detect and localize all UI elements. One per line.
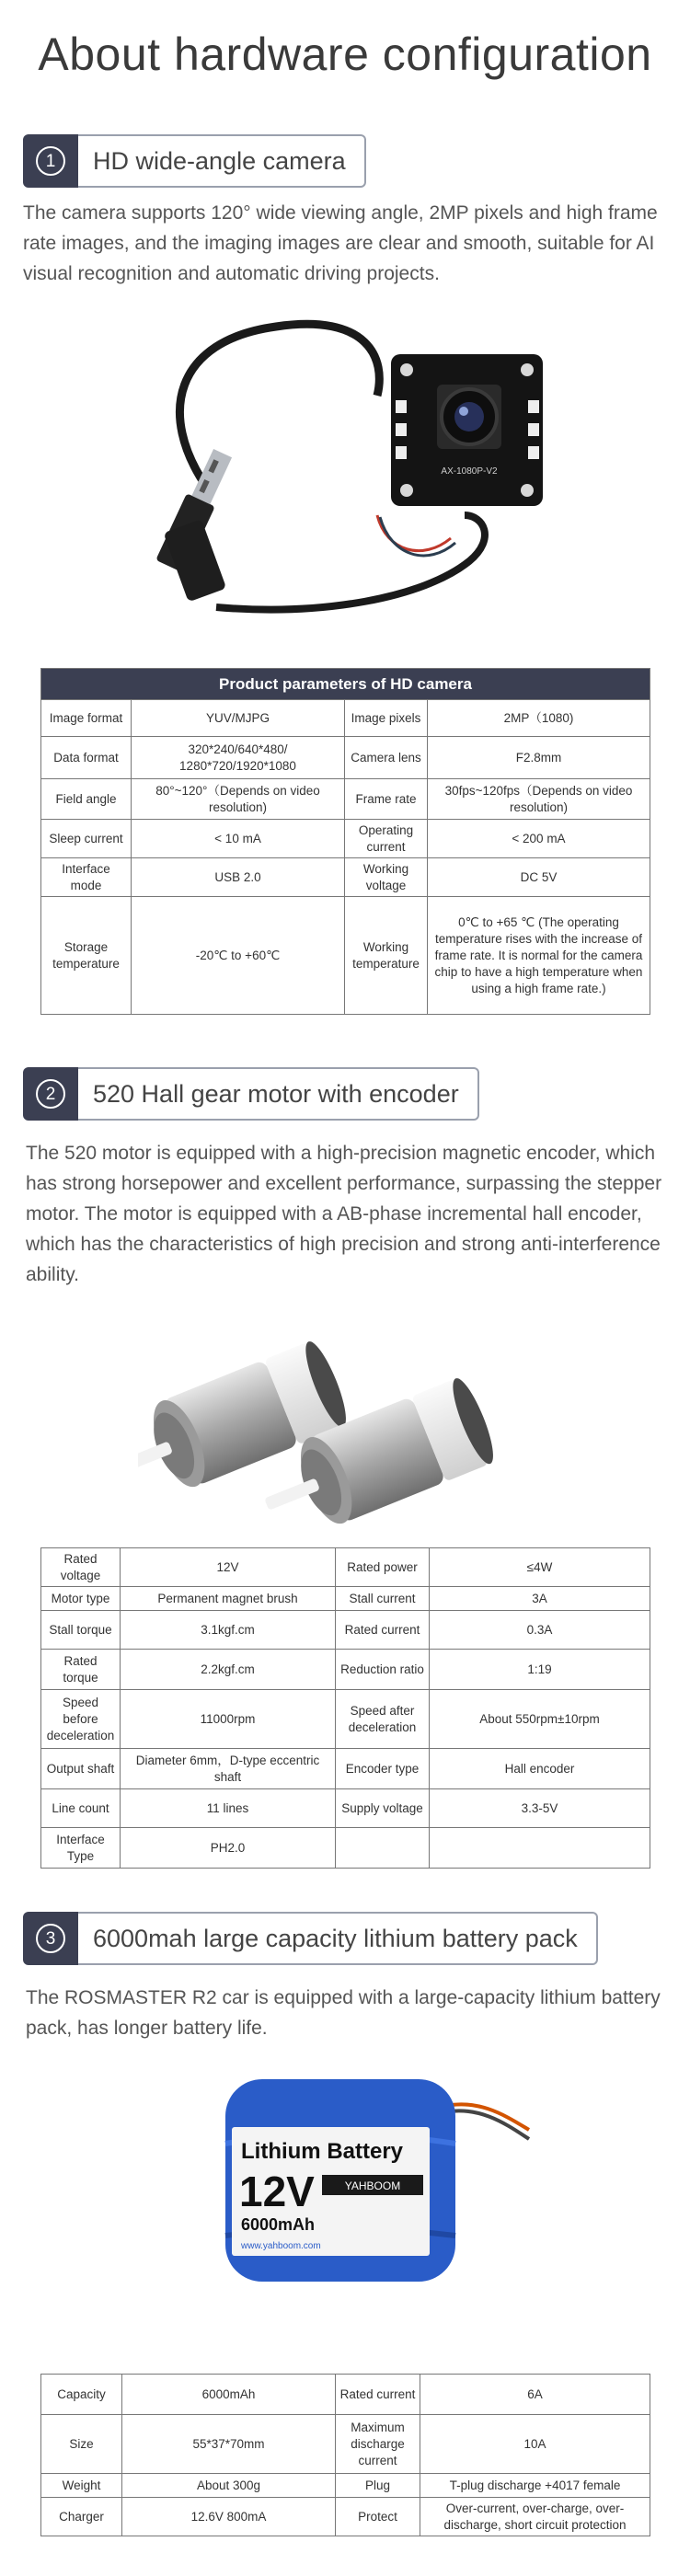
- table-caption: Product parameters of HD camera: [41, 669, 650, 700]
- motor-spec-table: [40, 1547, 650, 1869]
- table-row: Rated voltage 12V Rated power ≤4W: [41, 1548, 650, 1587]
- table-row: Interface mode USB 2.0 Working voltage DC 5V: [41, 858, 650, 897]
- table-row: Image format YUV/MJPG Image pixels 2MP（1080): [41, 700, 650, 737]
- table-row: Sleep current < 10 mA Operating current < 200 mA: [41, 820, 650, 858]
- svg-text:YAHBOOM: YAHBOOM: [344, 2179, 401, 2192]
- section-description: The 520 motor is equipped with a high-precision magnetic encoder, which has strong horsepower and excellent performance, surpassing the stepper motor. The motor is equipped with a AB-phase incremental hall encoder, which has the characteristics of high precision and strong anti-interference ability.: [26, 1143, 662, 1285]
- table-row: Speed before deceleration 11000rpm Speed after deceleration About 550rpm±10rpm: [41, 1690, 650, 1749]
- battery-spec-table: [40, 2374, 650, 2536]
- table-row: Output shaft Diameter 6mm，D-type eccentric shaft Encoder type Hall encoder: [41, 1749, 650, 1789]
- section-header-motor: [23, 1067, 479, 1121]
- battery-image: [212, 2061, 534, 2291]
- svg-text:6000mAh: 6000mAh: [241, 2215, 316, 2234]
- section-description: The ROSMASTER R2 car is equipped with a large-capacity lithium battery pack, has longer battery life.: [26, 1987, 661, 2039]
- section-number-badge: 3: [23, 1912, 78, 1965]
- table-row: Rated torque 2.2kgf.cm Reduction ratio 1:19: [41, 1650, 650, 1690]
- table-row: Charger 12.6V 800mA Protect Over-current, over-charge, over-discharge, short circuit protection: [41, 2498, 650, 2536]
- motor-image: [138, 1325, 552, 1555]
- svg-text:Lithium Battery: Lithium Battery: [241, 2139, 404, 2164]
- table-row: Capacity 6000mAh Rated current 6A: [41, 2375, 650, 2415]
- table-row: Motor type Permanent magnet brush Stall current 3A: [41, 1587, 650, 1611]
- table-row: Weight About 300g Plug T-plug discharge +4017 female: [41, 2474, 650, 2498]
- camera-image: [120, 304, 580, 635]
- table-row: Interface Type PH2.0: [41, 1828, 650, 1869]
- section-header-battery: [23, 1912, 598, 1965]
- section-number-badge: 2: [23, 1067, 78, 1121]
- section-header-camera: [23, 134, 366, 188]
- section-title: 6000mah large capacity lithium battery pack: [78, 1912, 598, 1965]
- table-row: Field angle 80°~120°（Depends on video resolution) Frame rate 30fps~120fps（Depends on video resolution): [41, 779, 650, 820]
- table-row: Line count 11 lines Supply voltage 3.3-5V: [41, 1789, 650, 1828]
- svg-text:AX-1080P-V2: AX-1080P-V2: [441, 466, 498, 477]
- table-row: Stall torque 3.1kgf.cm Rated current 0.3A: [41, 1611, 650, 1650]
- page-title: About hardware configuration: [38, 29, 652, 80]
- svg-text:www.yahboom.com: www.yahboom.com: [241, 2241, 321, 2251]
- section-number-badge: 1: [23, 134, 78, 188]
- camera-spec-table: [40, 668, 650, 1015]
- section-title: 520 Hall gear motor with encoder: [78, 1067, 479, 1121]
- section-title: HD wide-angle camera: [78, 134, 366, 188]
- svg-text:12V: 12V: [239, 2168, 315, 2215]
- table-row: Data format 320*240/640*480/ 1280*720/1920*1080 Camera lens F2.8mm: [41, 737, 650, 779]
- section-description: The camera supports 120° wide viewing angle, 2MP pixels and high frame rate images, and the imaging images are clear and smooth, suitable for AI visual recognition and automatic driving projects.: [23, 202, 658, 284]
- table-row: Size 55*37*70mm Maximum discharge current 10A: [41, 2415, 650, 2474]
- table-row: Storage temperature -20℃ to +60℃ Working temperature 0℃ to +65 ℃ (The operating temperature rises with the increase of frame rate. It is normal for the camera chip to have a high temperature when using a high frame rate.): [41, 897, 650, 1015]
